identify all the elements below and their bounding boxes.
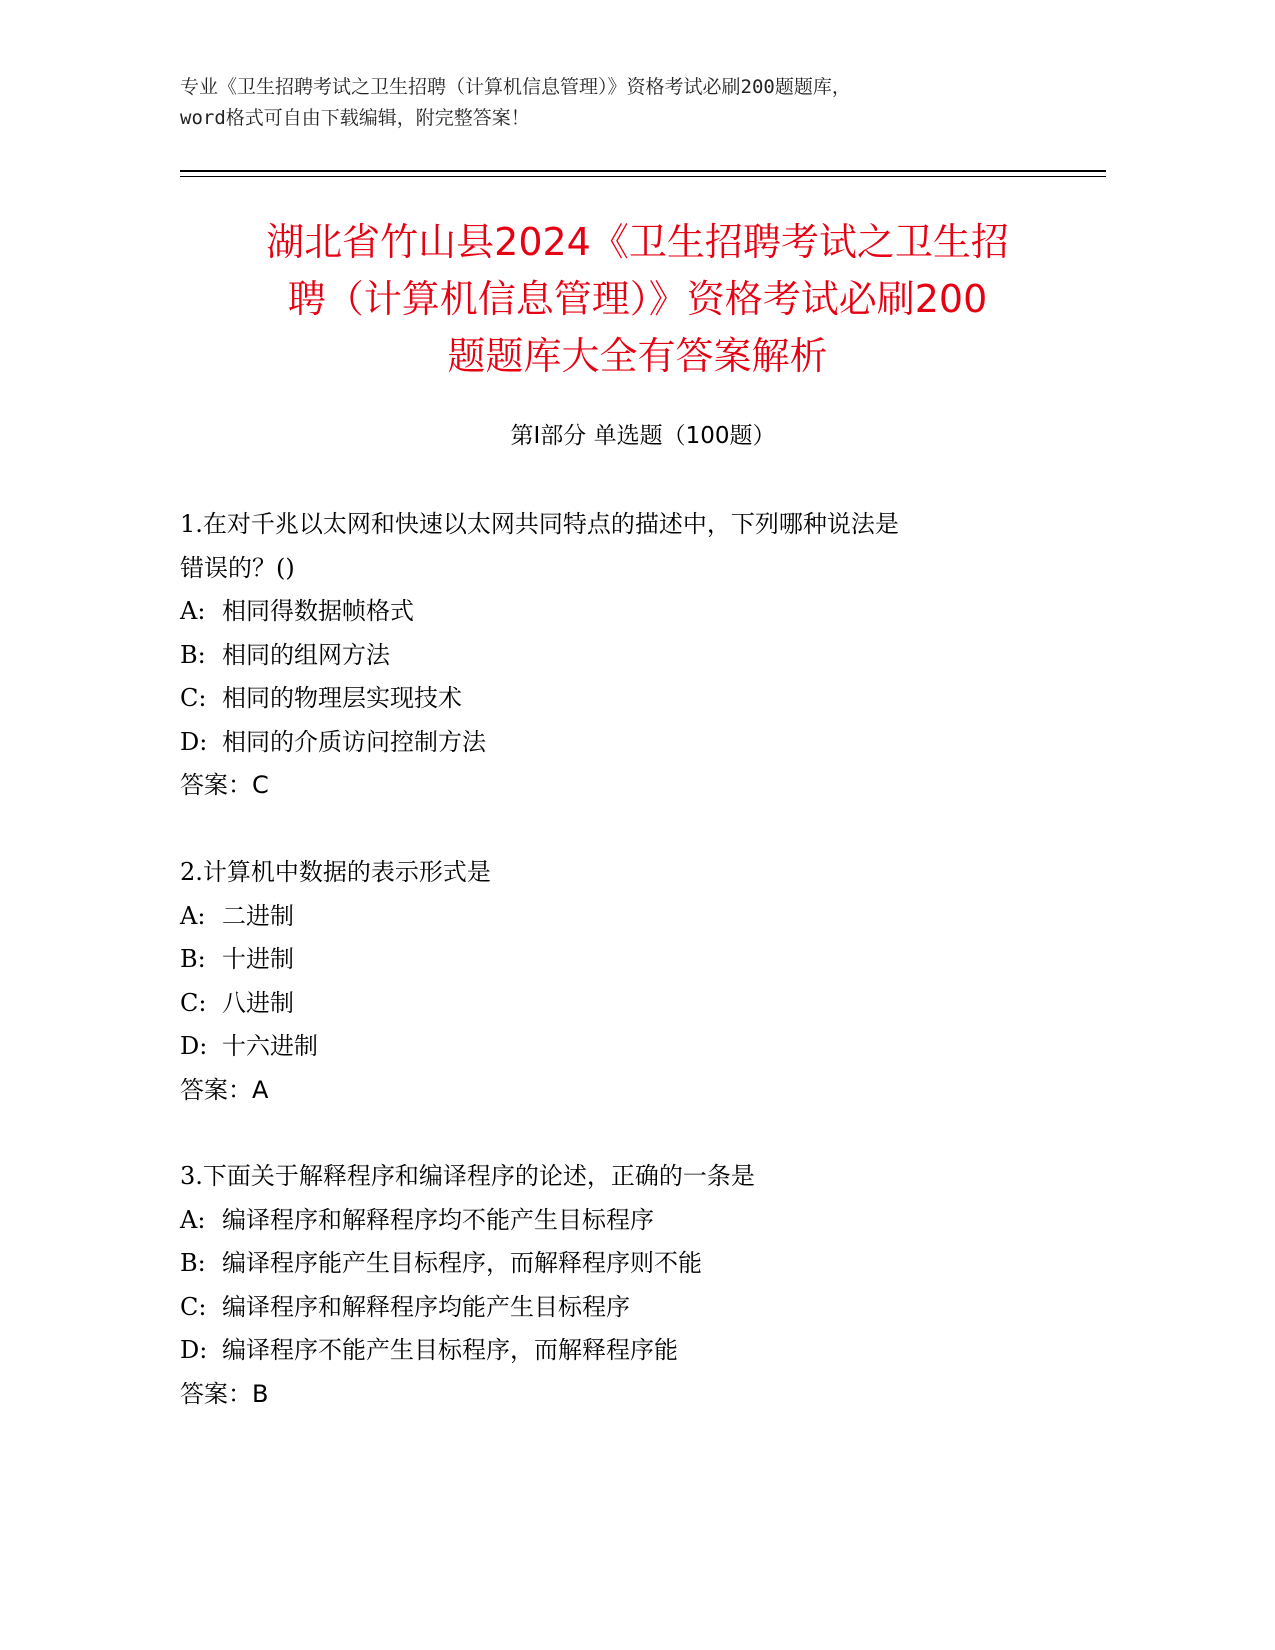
- option-d: [180, 1025, 1050, 1069]
- option-letter: A:: [180, 1205, 206, 1234]
- title-line-1: 湖北省竹山县2024《卫生招聘考试之卫生招: [266, 220, 1009, 264]
- option-text: 相同的组网方法: [222, 640, 390, 669]
- option-letter: A:: [180, 597, 206, 625]
- option-b: [180, 938, 1050, 982]
- header-divider-thin: [180, 176, 1106, 177]
- header-note-line-2: word格式可自由下载编辑，附完整答案！: [180, 107, 530, 129]
- option-text: 编译程序不能产生目标程序，而解释程序能: [222, 1336, 678, 1364]
- option-d: [180, 721, 1050, 765]
- title-line-3: 题题库大全有答案解析: [447, 334, 828, 378]
- option-d: [180, 1329, 1050, 1373]
- option-text: 十六进制: [222, 1032, 318, 1060]
- option-letter: C:: [180, 1292, 207, 1321]
- answer-line: 答案：B: [180, 1379, 269, 1408]
- section-heading: 第Ⅰ部分 单选题（100题）: [510, 423, 776, 449]
- option-letter: B:: [180, 1249, 206, 1277]
- option-letter: D:: [180, 1032, 208, 1060]
- option-letter: D:: [180, 727, 208, 756]
- option-letter: C:: [180, 684, 207, 712]
- option-a: [180, 590, 1050, 634]
- document-title: [160, 214, 1115, 385]
- option-text: 相同的物理层实现技术: [222, 684, 462, 712]
- option-text: 二进制: [222, 901, 294, 930]
- option-text: 十进制: [222, 945, 294, 973]
- option-text: 编译程序和解释程序均不能产生目标程序: [222, 1205, 654, 1234]
- option-text: 编译程序和解释程序均能产生目标程序: [222, 1292, 630, 1321]
- option-letter: B:: [180, 640, 206, 669]
- header-note: [180, 72, 1110, 134]
- question-stem-line: 错误的？(): [180, 553, 295, 582]
- option-a: [180, 895, 1050, 939]
- answer-line: 答案：C: [180, 771, 269, 799]
- question-2: [180, 851, 1050, 1112]
- option-c: [180, 677, 1050, 721]
- option-letter: B:: [180, 945, 206, 973]
- question-stem-line: 1.在对千兆以太网和快速以太网共同特点的描述中，下列哪种说法是: [180, 510, 899, 538]
- option-text: 八进制: [222, 988, 294, 1017]
- option-c: [180, 1286, 1050, 1330]
- question-stem-line: 3.下面关于解释程序和编译程序的论述，正确的一条是: [180, 1162, 755, 1190]
- question-1: [180, 503, 1050, 808]
- option-b: [180, 634, 1050, 678]
- option-text: 相同得数据帧格式: [222, 597, 414, 625]
- option-letter: C:: [180, 988, 207, 1017]
- option-text: 相同的介质访问控制方法: [222, 727, 486, 756]
- option-b: [180, 1242, 1050, 1286]
- answer-line: 答案：A: [180, 1075, 269, 1104]
- title-line-2: 聘（计算机信息管理）》资格考试必刷200: [287, 277, 988, 321]
- option-text: 编译程序能产生目标程序，而解释程序则不能: [222, 1249, 702, 1277]
- option-a: [180, 1199, 1050, 1243]
- question-3: [180, 1155, 1050, 1416]
- option-letter: D:: [180, 1336, 208, 1364]
- option-letter: A:: [180, 901, 206, 930]
- question-stem-line: 2.计算机中数据的表示形式是: [180, 858, 491, 886]
- header-divider-thick: [180, 170, 1106, 172]
- option-c: [180, 982, 1050, 1026]
- header-note-line-1: 专业《卫生招聘考试之卫生招聘（计算机信息管理）》资格考试必刷200题题库，: [180, 76, 851, 98]
